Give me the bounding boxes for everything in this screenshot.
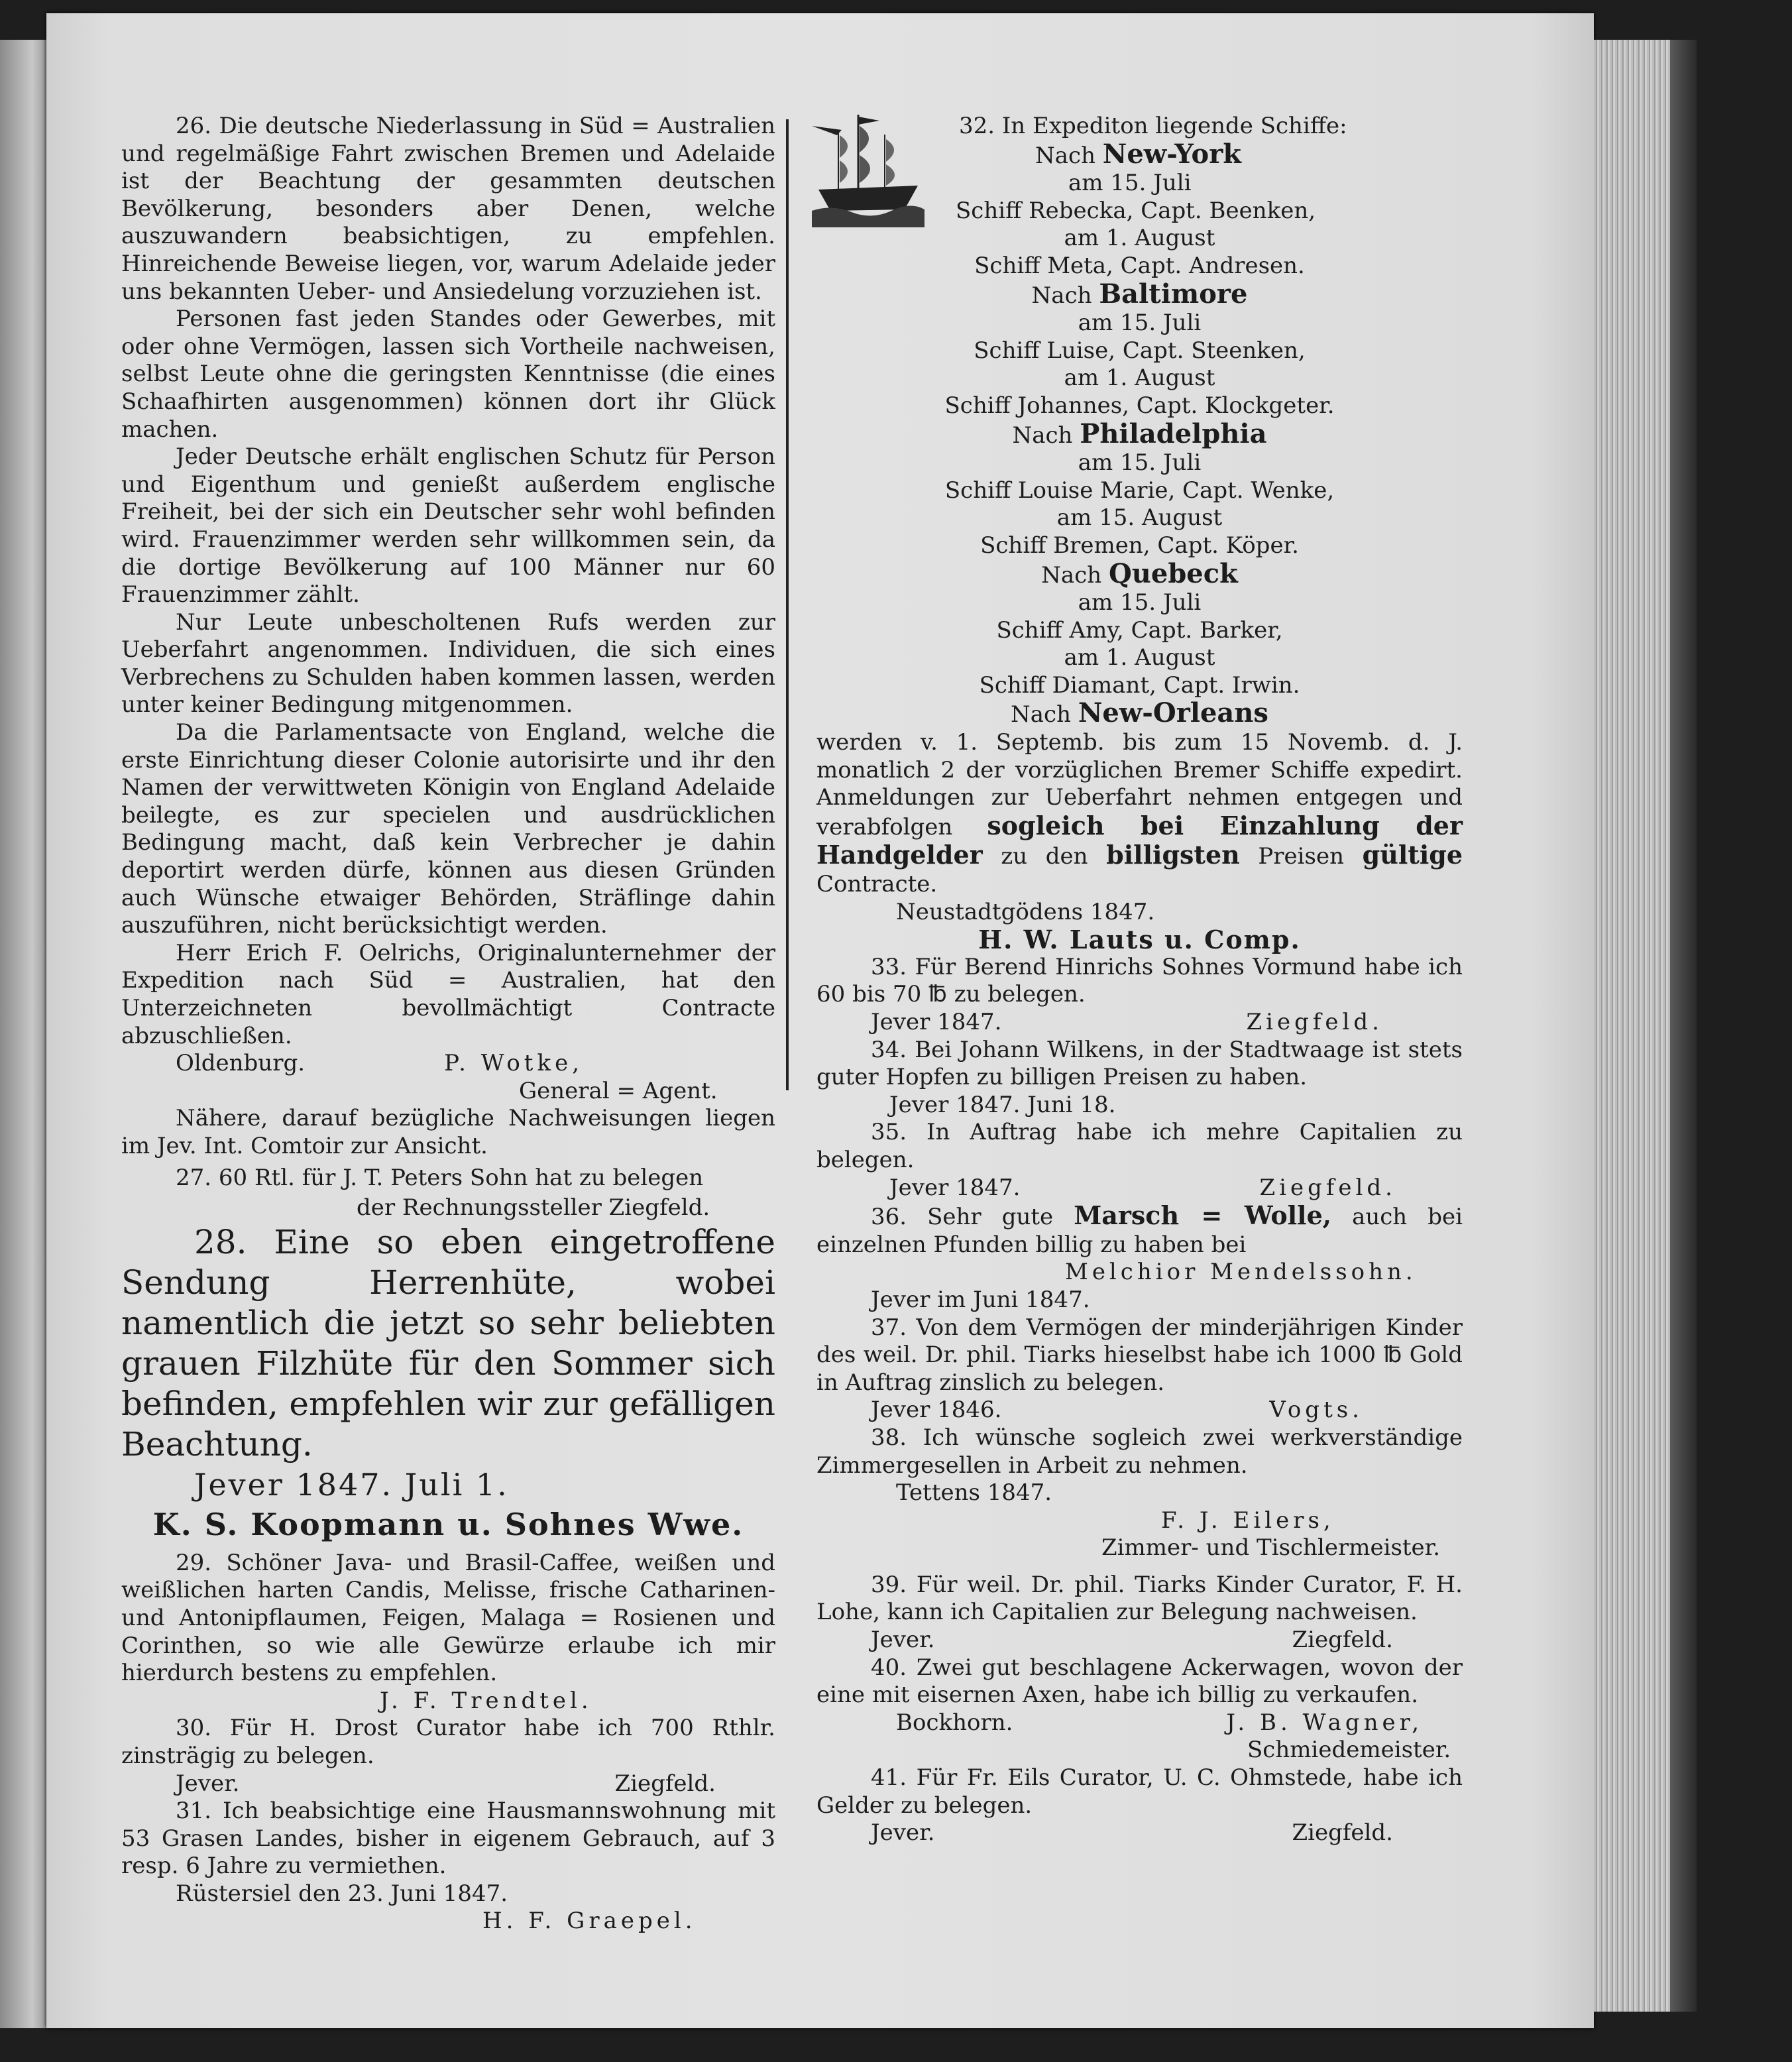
notice-30-signature-row — [121, 1770, 775, 1798]
notice-26-para-5: Da die Parlamentsacte von England, welche die erste Einrichtung dieser Colonie autorisirte und ihr den Namen der verwittweten Königin von England Adelaide beilegte, es zur specielen und ausdrücklichen Bedingung macht, daß kein Verbrecher je dahin deportirt werden dürfe, können aus diesen Gründen auch Wünsche etwaiger Behörden, Sträflinge dahin auszuführen, nicht berücksichtigt werden. — [121, 719, 775, 939]
ba-ship-1: Schiff Luise, Capt. Steenken, — [974, 337, 1306, 364]
right-column — [816, 113, 1463, 1847]
notice-27-signature: der Rechnungssteller Ziegfeld. — [357, 1194, 710, 1222]
notice-41-place: Jever. — [871, 1819, 935, 1847]
ph-date-2: am 15. August — [1056, 504, 1223, 532]
notice-26-place: Oldenburg. — [176, 1050, 306, 1077]
column-divider — [786, 119, 789, 1090]
notice-40 — [816, 1654, 1463, 1764]
ny-ship-2: Schiff Meta, Capt. Andresen. — [974, 252, 1305, 279]
notice-30-text: 30. Für H. Drost Curator habe ich 700 Rthlr. zinsträgig zu belegen. — [121, 1715, 775, 1769]
dest-new-orleans-label: New-Orleans — [1078, 697, 1268, 729]
ph-date-1: am 15. Juli — [1078, 449, 1202, 477]
ph-ship-1: Schiff Louise Marie, Capt. Wenke, — [944, 477, 1335, 504]
notice-36-date: Jever im Juni 1847. — [871, 1286, 1090, 1313]
notice-32-bold-c: gültige — [1362, 840, 1463, 870]
notice-38-date: Tettens 1847. — [896, 1479, 1052, 1507]
notice-36 — [816, 1202, 1463, 1314]
dest-prefix: Nach — [1041, 561, 1102, 589]
page-stack-edge — [1594, 40, 1670, 2012]
notice-37-signature: Vogts. — [1269, 1397, 1363, 1424]
ny-date-1: am 15. Juli — [1068, 170, 1192, 197]
notice-26-signer-title: General = Agent. — [519, 1077, 718, 1104]
dest-new-york — [816, 138, 1463, 170]
notice-34-date: Jever 1847. Juni 18. — [889, 1091, 1116, 1118]
notice-31-text: 31. Ich beabsichtige eine Hausmannswohnung mit 53 Grasen Landes, bisher in eigenem Gebrauch, auf 3 resp. 6 Jahre zu vermiethen. — [121, 1798, 775, 1880]
notice-36-post: auch bei einzelnen Pfunden billig zu haben bei — [816, 1204, 1463, 1258]
dest-baltimore-label: Baltimore — [1099, 278, 1248, 310]
notice-35 — [816, 1119, 1463, 1202]
notice-37-text: 37. Von dem Vermögen der minderjährigen Kinder des weil. Dr. phil. Tiarks hieselbst habe ich 1000 ℔ Gold in Auftrag zinslich zu belegen. — [816, 1314, 1463, 1396]
ba-date-2: am 1. August — [1064, 365, 1215, 392]
notice-33-text: 33. Für Berend Hinrichs Sohnes Vormund habe ich 60 bis 70 ℔ zu belegen. — [816, 953, 1463, 1008]
dest-quebeck-label: Quebeck — [1108, 557, 1238, 589]
notice-32-text-a: werden v. 1. Septemb. bis zum 15 Novemb. d. J. monatlich 2 der vorzüglichen Bremer Schiffe expedirt. Anmeldungen zur Ueberfahrt nehmen entgegen und verabfolgen — [816, 729, 1463, 840]
notice-37-signature-row — [816, 1397, 1463, 1424]
notice-33-place: Jever 1847. — [871, 1009, 1002, 1035]
notice-37-place: Jever 1846. — [871, 1397, 1002, 1424]
notice-33 — [816, 954, 1463, 1037]
dest-baltimore — [816, 280, 1463, 310]
notice-39-text: 39. Für weil. Dr. phil. Tiarks Kinder Curator, F. H. Lohe, kann ich Capitalien zur Belegung nachweisen. — [816, 1571, 1463, 1626]
notice-30-signature: Ziegfeld. — [614, 1770, 716, 1797]
dest-new-orleans — [816, 699, 1463, 729]
ny-date-2: am 1. August — [1064, 225, 1215, 252]
notice-38-signature: F. J. Eilers, — [1161, 1507, 1335, 1534]
notice-41-signature: Ziegfeld. — [1292, 1819, 1393, 1847]
notice-35-signature-row — [816, 1174, 1463, 1202]
notice-26-para-3: Jeder Deutsche erhält englischen Schutz für Person und Eigenthum und genießt außerdem englische Freiheit, bei der sich ein Deutscher sehr wohl befinden wird. Frauenzimmer werden sehr willkommen sein, da die dortige Bevölkerung auf 100 Männer nur 60 Frauenzimmer zählt. — [121, 443, 775, 608]
qu-ship-2: Schiff Diamant, Capt. Irwin. — [979, 671, 1300, 699]
notice-38-text: 38. Ich wünsche sogleich zwei werkverständige Zimmergesellen in Arbeit zu nehmen. — [816, 1424, 1463, 1479]
notice-32-body — [816, 729, 1463, 899]
notice-40-signature: J. B. Wagner, — [1226, 1709, 1423, 1736]
notice-41 — [816, 1764, 1463, 1847]
dest-prefix: Nach — [1035, 142, 1095, 169]
notice-38 — [816, 1424, 1463, 1562]
notice-32-heading: 32. In Expediton liegende Schiffe: — [959, 113, 1347, 139]
notice-33-signature-row — [816, 1009, 1463, 1037]
notice-40-signature-title: Schmiedemeister. — [1247, 1737, 1451, 1764]
ph-ship-2: Schiff Bremen, Capt. Köper. — [980, 532, 1299, 559]
notice-31 — [121, 1798, 775, 1935]
notice-29-text: 29. Schöner Java- und Brasil-Caffee, weißen und weißlichen harten Candis, Melisse, frische Catharinen- und Antonipflaumen, Feigen, Malaga = Rosienen und Corinthen, so wie alle Gewürze erlaube ich mir hierdurch bestens zu empfehlen. — [121, 1549, 775, 1687]
notice-40-signature-row — [816, 1709, 1463, 1737]
notice-26-para-2: Personen fast jeden Standes oder Gewerbes, mit oder ohne Vermögen, lassen sich Vortheile nachweisen, selbst Leute ohne die geringsten Kenntnisse (die eines Schaafhirten ausgenommen) können dort ihr Glück machen. — [121, 306, 775, 443]
notice-32-bold-b: billigsten — [1106, 840, 1240, 870]
notice-39 — [816, 1572, 1463, 1654]
notice-38-signature-title: Zimmer- und Tischlermeister. — [1101, 1534, 1440, 1562]
notice-32-text-d: Contracte. — [816, 871, 938, 898]
qu-date-1: am 15. Juli — [1078, 589, 1202, 616]
notice-26-para-6: Herr Erich F. Oelrichs, Originalunternehmer der Expedition nach Süd = Australien, hat den Unterzeichneten bevollmächtigt Contracte abzuschließen. — [121, 939, 775, 1049]
notice-32-signature: H. W. Lauts u. Comp. — [978, 925, 1301, 955]
notice-28 — [121, 1222, 775, 1544]
notice-30 — [121, 1715, 775, 1798]
notice-32 — [816, 113, 1463, 954]
notice-39-signature-row — [816, 1627, 1463, 1654]
notice-41-text: 41. Für Fr. Eils Curator, U. C. Ohmstede, habe ich Gelder zu belegen. — [816, 1764, 1463, 1819]
notice-39-place: Jever. — [871, 1627, 935, 1654]
dest-prefix: Nach — [1031, 282, 1092, 309]
notice-36-signature: Melchior Mendelssohn. — [1065, 1259, 1417, 1286]
notice-40-place: Bockhorn. — [896, 1709, 1013, 1736]
ba-date-1: am 15. Juli — [1078, 310, 1202, 337]
qu-ship-1: Schiff Amy, Capt. Barker, — [996, 616, 1283, 644]
left-column — [121, 113, 775, 1935]
notice-26-para-4: Nur Leute unbescholtenen Rufs werden zur Ueberfahrt angenommen. Individuen, die sich eines Verbrechens zu Schulden haben kommen lassen, werden unter keiner Bedingung mitgenommen. — [121, 608, 775, 718]
notice-41-signature-row — [816, 1819, 1463, 1847]
binding-shadow — [1670, 40, 1697, 2012]
notice-26-para-7: Nähere, darauf bezügliche Nachweisungen liegen im Jev. Int. Comtoir zur Ansicht. — [121, 1105, 775, 1159]
ba-ship-2: Schiff Johannes, Capt. Klockgeter. — [944, 392, 1335, 419]
notice-26 — [121, 113, 775, 1161]
notice-28-signature: K. S. Koopmann u. Sohnes Wwe. — [152, 1506, 744, 1542]
notice-36-body — [816, 1202, 1463, 1259]
notice-36-pre: 36. Sehr gute — [871, 1204, 1054, 1231]
notice-32-bold-a: sogleich bei Einzahlung der Handgelder — [816, 810, 1463, 870]
notice-39-signature: Ziegfeld. — [1292, 1627, 1393, 1654]
notice-28-date: Jever 1847. Juli 1. — [194, 1466, 509, 1503]
dest-prefix: Nach — [1012, 422, 1073, 449]
notice-26-signature-row — [121, 1050, 775, 1078]
notice-31-date: Rüstersiel den 23. Juni 1847. — [176, 1880, 508, 1907]
dest-philadelphia — [816, 420, 1463, 450]
notice-31-signature: H. F. Graepel. — [482, 1908, 697, 1935]
notice-35-place: Jever 1847. — [889, 1174, 1021, 1201]
dest-new-york-label: New-York — [1102, 138, 1241, 170]
notice-26-signer: P. Wotke, — [444, 1050, 583, 1077]
dest-prefix: Nach — [1011, 701, 1071, 728]
qu-date-2: am 1. August — [1064, 644, 1215, 671]
notice-29 — [121, 1550, 775, 1715]
notice-30-place: Jever. — [176, 1770, 240, 1797]
notice-40-text: 40. Zwei gut beschlagene Ackerwagen, wovon der eine mit eisernen Axen, habe ich billig zu verkaufen. — [816, 1654, 1463, 1709]
previous-page-edge — [0, 40, 46, 2028]
notice-27 — [121, 1165, 775, 1222]
dest-quebeck — [816, 557, 1463, 590]
notice-26-text: 26. Die deutsche Niederlassung in Süd = Australien und regelmäßige Fahrt zwischen Bremen und Adelaide ist der Beachtung der gesammten deutschen Bevölkerung, besonders aber Denen, welche auszuwandern beabsichtigen, zu empfehlen. Hinreichende Beweise liegen, vor, warum Adelaide jeder uns bekannten Ueber- und Ansiedelung vorzuziehen ist. — [121, 113, 775, 305]
notice-28-text: 28. Eine so eben eingetroffene Sendung Herrenhüte, wobei namentlich die jetzt so sehr beliebten grauen Filzhüte für den Sommer sich befinden, empfehlen wir zur gefälligen Beachtung. — [121, 1222, 775, 1463]
notice-34-text: 34. Bei Johann Wilkens, in der Stadtwaage ist stets guter Hopfen zu billigen Preisen zu haben. — [816, 1036, 1463, 1091]
notice-32-text-c: Preisen — [1258, 843, 1345, 870]
notice-27-text: 27. 60 Rtl. für J. T. Peters Sohn hat zu belegen — [176, 1164, 704, 1191]
notice-36-bold: Marsch = Wolle, — [1074, 1200, 1332, 1231]
notice-34 — [816, 1037, 1463, 1119]
notice-32-text-b: zu den — [1001, 843, 1088, 870]
notice-33-signature: Ziegfeld. — [1246, 1009, 1383, 1035]
notice-37 — [816, 1314, 1463, 1424]
notice-29-signature: J. F. Trendtel. — [380, 1687, 592, 1714]
dest-philadelphia-label: Philadelphia — [1080, 418, 1267, 449]
notice-35-text: 35. In Auftrag habe ich mehre Capitalien zu belegen. — [816, 1119, 1463, 1173]
notice-32-date: Neustadtgödens 1847. — [896, 898, 1155, 925]
ny-ship-1: Schiff Rebecka, Capt. Beenken, — [956, 197, 1316, 224]
notice-35-signature: Ziegfeld. — [1259, 1174, 1396, 1201]
